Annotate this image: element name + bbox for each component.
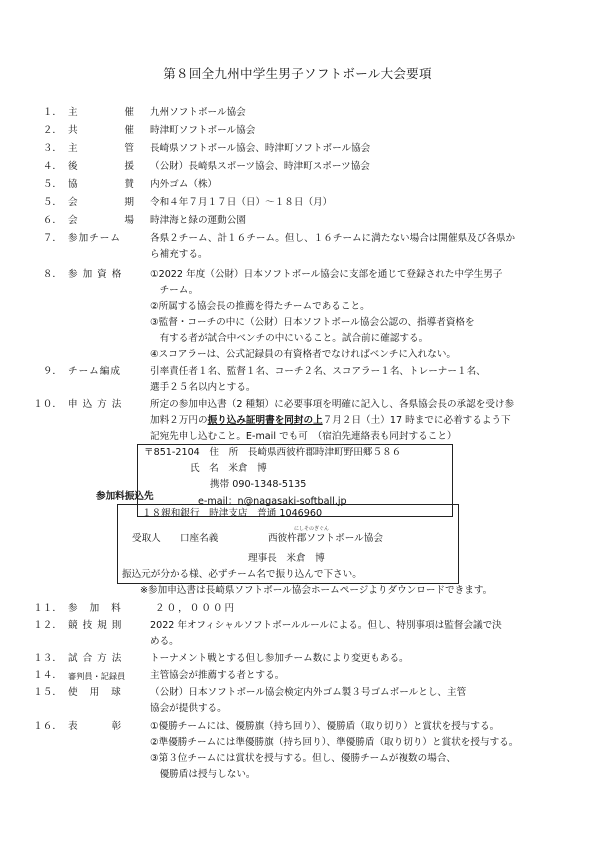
item-content-line: ③第３位チームには賞状を授与する。但し、優勝チームが複数の場合、 (150, 753, 457, 764)
item-support (0, 158, 595, 176)
item-label: 協 賛 (68, 179, 134, 190)
bank-note: 振込元が分かる様、必ずチーム名で振り込んで下さい。 (122, 569, 362, 580)
contact-name: 氏 名 米倉 博 (190, 463, 267, 474)
bank-box (117, 504, 459, 584)
item-co-organizer (0, 122, 595, 140)
item-sponsor (0, 176, 595, 194)
item-label: チーム編成 (68, 366, 121, 377)
item-number: ５． (42, 179, 62, 190)
item-content: （公財）長崎県スポーツ協会、時津町スポーツ協会 (150, 161, 370, 172)
item-content: 内外ゴム（株） (150, 179, 218, 190)
item-content-line: 主管協会が推薦する者とする。 (150, 670, 285, 681)
item-content-line: 記宛先申し込むこと。E-mail でも可 （宿泊先連絡表も同封すること） (150, 431, 457, 442)
item-number: ２． (42, 125, 62, 136)
item-content-line: （公財）日本ソフトボール協会検定内外ゴム製３号ゴムボールとし、主管 (150, 687, 467, 698)
item-content: 長崎県ソフトボール協会、時津町ソフトボール協会 (150, 143, 371, 154)
item-label: 参加資格 (68, 269, 127, 280)
item-content: 時津海と緑の運動公園 (150, 215, 246, 226)
item-number: ６． (42, 215, 62, 226)
account-name: 西彼杵郡ソフトボール協会 (268, 533, 383, 544)
item-period (0, 194, 595, 212)
item-number: ７． (42, 233, 62, 244)
item-number: １４． (33, 670, 62, 681)
director-name: 理事長 米倉 博 (248, 553, 325, 564)
item-number: ３． (42, 143, 62, 154)
item-number: １５． (33, 687, 62, 698)
item-content: 令和４年７月１７日（日）～１８日（月） (150, 197, 333, 208)
item-content-line: 加料２万円の振り込み証明書を同封の上７月２日（土）17 時までに必着するよう下 (150, 415, 511, 426)
item-content: 時津町ソフトボール協会 (150, 125, 256, 136)
contact-email: e-mail：n@nagasaki-softball.jp (198, 496, 347, 507)
item-number: １１． (33, 603, 62, 614)
item-content-line: ２０，０００円 (155, 603, 237, 614)
item-content-line: める。 (150, 636, 179, 647)
item-content: 九州ソフトボール協会 (150, 107, 246, 118)
item-content-line: 有する者が試合中ベンチの中にいること。試合前に確認する。 (150, 333, 429, 344)
item-content-line: ③監督・コーチの中に（公財）日本ソフトボール協会公認の、指導者資格を (150, 317, 475, 328)
item-number: １０． (33, 399, 62, 410)
item-content-line: チーム。 (150, 285, 199, 296)
item-content-line: 選手２５名以内とする。 (150, 382, 256, 393)
item-content-line: 引率責任者１名、監督１名、コーチ２名、スコアラー１名、トレーナー１名、 (150, 366, 486, 377)
download-note: ※参加申込書は長崎県ソフトボール協会ホームページよりダウンロードできます。 (140, 585, 493, 596)
item-label: 共 催 (68, 125, 134, 136)
item-label: 競技規則 (68, 620, 127, 631)
account-label: 受取人 口座名義 (132, 533, 219, 544)
item-number: ４． (42, 161, 62, 172)
item-content-line: ④スコアラーは、公式記録員の有資格者でなければベンチに入れない。 (150, 349, 457, 360)
item-content-line: ②所属する協会長の推薦を得たチームであること。 (150, 301, 370, 312)
item-label: 使用球 (68, 687, 133, 698)
item-number: １３． (33, 653, 62, 664)
item-content-line: 所定の参加申込書（2 種類）に必要事項を明確に記入し、各県協会長の承認を受け参 (150, 399, 515, 410)
contact-phone: 携帯 090-1348-5135 (210, 479, 307, 490)
emphasis-text: 振り込み証明書を同封の上 (207, 415, 323, 426)
item-content-line: 優勝盾は授与しない。 (150, 769, 256, 780)
item-number: ８． (42, 269, 62, 280)
item-number: １６． (33, 721, 62, 732)
page-title: 第８回全九州中学生男子ソフトボール大会要項 (163, 66, 432, 81)
item-content-line: トーナメント戦とする但し参加チーム数により変更もある。 (150, 653, 409, 664)
item-content-line: ①優勝チームには、優勝旗（持ち回り）、優勝盾（取り切り）と賞状を授与する。 (150, 721, 500, 732)
item-content-line: ら補充する。 (150, 249, 208, 260)
item-content-line: ①2022 年度（公財）日本ソフトボール協会に支部を通じて登録された中学生男子 (150, 269, 503, 280)
item-content-line: 協会が提供する。 (150, 703, 227, 714)
item-label: 会 場 (68, 215, 134, 226)
item-number: １２． (33, 620, 62, 631)
item-label: 会 期 (68, 197, 134, 208)
address-line: 〒851-2104 住 所 長崎県西彼杵郡時津町野田郷５８６ (144, 447, 402, 458)
item-label: 表彰 (68, 721, 156, 732)
item-content-line: 各県２チーム、計１６チーム。但し、１６チームに満たない場合は開催県及び各県か (150, 233, 516, 244)
item-label: 参加料 (68, 603, 133, 614)
bank-heading: 参加料振込先 (96, 491, 154, 502)
item-organizer (0, 104, 595, 122)
item-label: 申込方法 (68, 399, 127, 410)
bank-account-line: １８親和銀行 時津支店 普通 1046960 (142, 508, 323, 519)
item-content-line: ②準優勝チームには準優勝旗（持ち回り）、準優勝盾（取り切り）と賞状を授与する。 (150, 737, 519, 748)
item-venue (0, 212, 595, 230)
item-management (0, 140, 595, 158)
item-label: 審判員・記録員 (68, 671, 126, 681)
item-label: 参加チーム (68, 233, 121, 244)
item-label: 試合方法 (68, 653, 127, 664)
item-number: ５． (42, 197, 62, 208)
item-content-line: 2022 年オフィシャルソフトボールルールによる。但し、特別事項は監督会議で決 (150, 620, 502, 631)
item-label: 主 催 (68, 107, 134, 118)
item-number: ９． (42, 366, 62, 377)
item-label: 後 援 (68, 161, 134, 172)
account-ruby: にしそのぎぐん (294, 526, 330, 532)
item-number: １． (42, 107, 62, 118)
item-label: 主 管 (68, 143, 134, 154)
